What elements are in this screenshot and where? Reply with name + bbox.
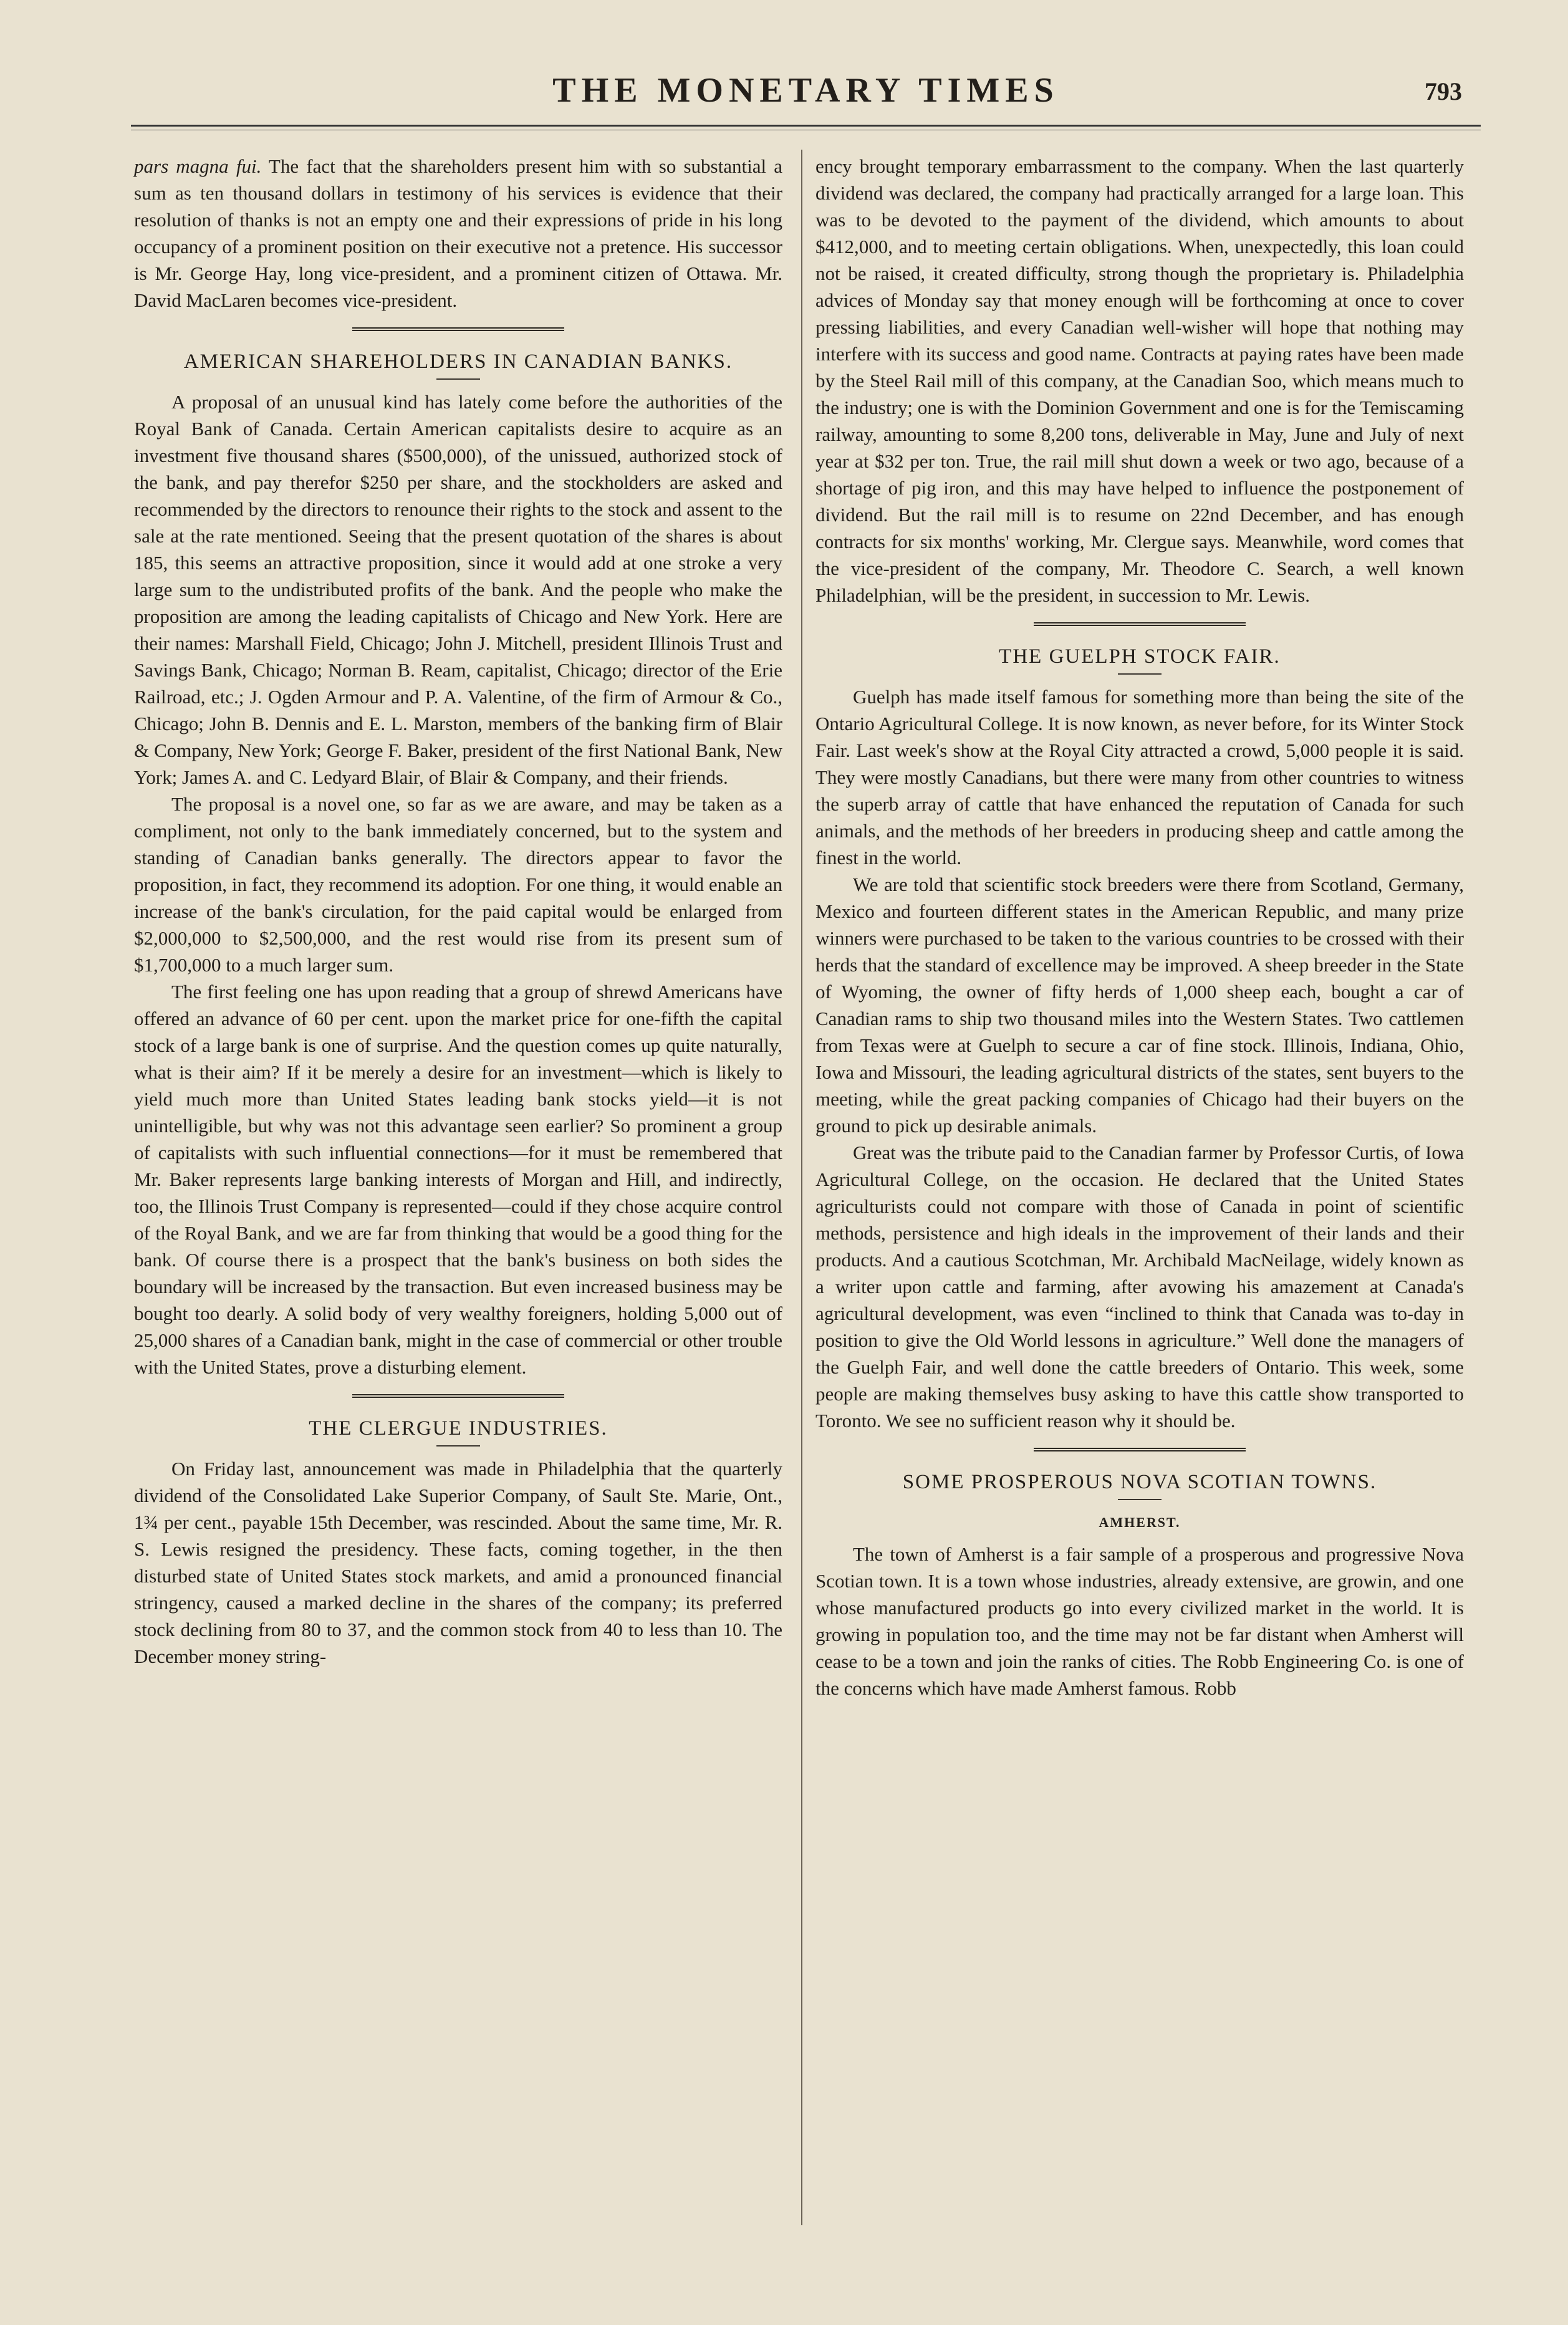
page-header [131, 59, 1481, 115]
title-rule [1118, 1499, 1162, 1500]
section-separator [134, 1387, 782, 1408]
page-number: 793 [1425, 77, 1462, 105]
article1-paragraph-3: The first feeling one has upon reading that a group of shrewd Americans have offered an advance of 60 per cent. upon the market price for one-fifth the capital stock of a large bank is one of surprise. And the question comes up quite naturally, what is their aim? If it be merely a desire for an investment—which is likely to yield much more than United States leading bank stocks yield—it is not unintelligible, but why was not this advantage seen earlier? So prominent a group of capitalists with such influential connections—for it must be remembered that Mr. Baker represents large banking interests of Morgan and Hill, and indirectly, too, the Illinois Trust Company is represented—could if they chose acquire control of the Royal Bank, and we are far from thinking that would be a good thing for the bank. Of course there is a prospect that the bank's business on both sides the boundary will be increased by the transaction. But even increased business may be bought too dearly. A solid body of very wealthy foreigners, holding 5,000 out of 25,000 shares of a Canadian bank, might in the case of commercial or other trouble with the United States, prove a disturbing element. [134, 981, 782, 1378]
clergue-continuation: ency brought temporary embarrassment to the company. When the last quarterly dividend was declared, the company had practically arranged for a large loan. This was to be devoted to the payment of the dividend, which amounts to about $412,000, and to meeting certain obligations. When, unexpectedly, this loan could not be raised, it created difficulty, strong though the proprietary is. Philadelphia advices of Monday say that money enough will be forthcoming at once to cover pressing liabilities, and every Canadian well-wisher will hope that nothing may interfere with its success and good name. Contracts at paying rates have been made by the Steel Rail mill of this company, at the Canadian Soo, which means much to the industry; one is with the Dominion Government and one is for the Temiscaming railway, amounting to some 8,200 tons, deliverable in May, June and July of next year at $32 per ton. True, the rail mill shut down a week or two ago, because of a shortage of pig iron, and this may have helped to influence the postponement of dividend. But the rail mill is to resume on 22nd December, and has enough contracts for six months' working, Mr. Clergue says. Meanwhile, word comes that the vice-president of the company, Mr. Theodore C. Search, a well known Philadelphian, will be the president, in succession to Mr. Lewis. [815, 155, 1464, 606]
section-separator [815, 615, 1464, 636]
intro-paragraph [134, 153, 782, 314]
intro-italic-lead: pars magna fui. [134, 155, 262, 177]
intro-text: The fact that the shareholders present him with so substantial a sum as ten thousand dollars in testimony of his services is evidence that their resolution of thanks is not an empty one and their expressions of pride in his long occupancy of a prominent position on their executive not a pretence. His successor is Mr. George Hay, long vice-president, and a prominent citizen of Ottawa. Mr. David MacLaren becomes vice-president. [134, 155, 783, 311]
article1-paragraph-1: A proposal of an unusual kind has lately come before the authorities of the Royal Bank of Canada. Certain American capitalists desire to acquire as an investment five thousand shares ($500,000), of the unissued, authorized stock of the bank, and pay therefor $250 per share, and the stockholders are asked and recommended by the directors to renounce their rights to the stock and assent to the sale at the rate mentioned. Seeing that the present quotation of the shares is about 185, this seems an attractive proposition, since it would add at one stroke a very large sum to the undistributed profits of the bank. And the people who make the proposition are among the leading capitalists of Chicago and New York. Here are their names: Marshall Field, Chicago; John J. Mitchell, president Illinois Trust and Savings Bank, Chicago; Norman B. Ream, capitalist, Chicago; director of the Erie Railroad, etc.; J. Ogden Armour and P. A. Valentine, of the firm of Armour & Co., Chicago; John B. Dennis and E. L. Marston, members of the banking firm of Blair & Company, New York; George F. Baker, president of the first National Bank, New York; James A. and C. Ledyard Blair, of Blair & Company, and their friends. [134, 391, 782, 788]
title-rule [436, 378, 480, 380]
article-title-clergue-industries: THE CLERGUE INDUSTRIES. [309, 1417, 608, 1440]
article3-paragraph-2: We are told that scientific stock breeders were there from Scotland, Germany, Mexico and fourteen different states in the American Republic, and many prize winners were purchased to be taken to the various countries to be crossed with their herds that the standard of excellence may be improved. A sheep breeder in the State of Wyoming, the owner of fifty herds of 1,000 sheep each, bought a car of Canadian rams to ship two thousand miles into the Western States. Two cattlemen from Texas were at Guelph to secure a car of fine stock. Illinois, Indiana, Ohio, Iowa and Missouri, the leading agricultural districts of the states, sent buyers to the meeting, while the great packing companies of Chicago had their buyers on the ground to pick up desirable animals. [815, 874, 1464, 1137]
article3-paragraph-3: Great was the tribute paid to the Canadian farmer by Professor Curtis, of Iowa Agricultural College, on the occasion. He declared that the United States agriculturists could not compare with those of Canada in point of scientific methods, persistence and high ideals in the improvement of their lands and their products. And a cautious Scotchman, Mr. Archibald MacNeilage, widely known as a writer upon cattle and farming, after avowing his amazement at Canada's agricultural development, was even “inclined to think that Canada was to-day in position to give the Old World lessons in agriculture.” Well done the managers of the Guelph Fair, and well done the cattle breeders of Ontario. This week, some people are making themselves busy asking to have this cattle show transported to Toronto. We see no sufficient reason why it should be. [815, 1142, 1464, 1432]
section-separator [815, 1440, 1464, 1461]
left-column [134, 153, 782, 2241]
article4-paragraph-1: The town of Amherst is a fair sample of a prosperous and progressive Nova Scotian town. It is a town whose industries, already extensive, are growin, and one whose manufactured products go into every civilized market in the world. It is growing in population too, and the time may not be far distant when Amherst will cease to be a town and join the ranks of cities. The Robb Engineering Co. is one of the concerns which have made Amherst famous. Robb [815, 1543, 1464, 1699]
right-column [815, 153, 1464, 2241]
article1-paragraph-2: The proposal is a novel one, so far as we are aware, and may be taken as a compliment, not only to the bank immediately concerned, but to the system and standing of Canadian banks generally. The directors appear to favor the proposition, in fact, they recommend its adoption. For one thing, it would enable an increase of the bank's circulation, for the paid capital would be enlarged from $2,000,000 to $2,500,000, and the rest would rise from its present sum of $1,700,000 to a much larger sum. [134, 793, 782, 976]
article-subtitle-amherst: AMHERST. [1099, 1514, 1181, 1530]
header-rule [131, 125, 1481, 127]
article-title-nova-scotian-towns: SOME PROSPEROUS NOVA SCOTIAN TOWNS. [902, 1471, 1377, 1493]
title-rule [436, 1445, 480, 1447]
column-divider [801, 150, 802, 2225]
article2-paragraph-1: On Friday last, announcement was made in Philadelphia that the quarterly dividend of the Consolidated Lake Superior Company, of Sault Ste. Marie, Ont., 1¾ per cent., payable 15th December, was rescinded. About the same time, Mr. R. S. Lewis resigned the presidency. These facts, coming together, in the then disturbed state of United States stock markets, and amid a pronounced financial stringency, caused a marked decline in the shares of the company; its preferred stock declining from 80 to 37, and the common stock from 40 to less than 10. The December money string- [134, 1458, 782, 1667]
article-title-guelph-stock-fair: THE GUELPH STOCK FAIR. [999, 645, 1281, 668]
masthead-title: THE MONETARY TIMES [552, 71, 1059, 110]
section-separator [134, 320, 782, 341]
article3-paragraph-1: Guelph has made itself famous for something more than being the site of the Ontario Agricultural College. It is now known, as never before, for its Winter Stock Fair. Last week's show at the Royal City attracted a crowd, 5,000 people it is said. They were mostly Canadians, but there were many from other countries to witness the superb array of cattle that have enhanced the reputation of Canada for such animals, and the methods of her breeders in producing sheep and cattle among the finest in the world. [815, 686, 1464, 869]
title-rule [1118, 673, 1162, 675]
article-title-american-shareholders: AMERICAN SHAREHOLDERS IN CANADIAN BANKS. [183, 350, 733, 373]
